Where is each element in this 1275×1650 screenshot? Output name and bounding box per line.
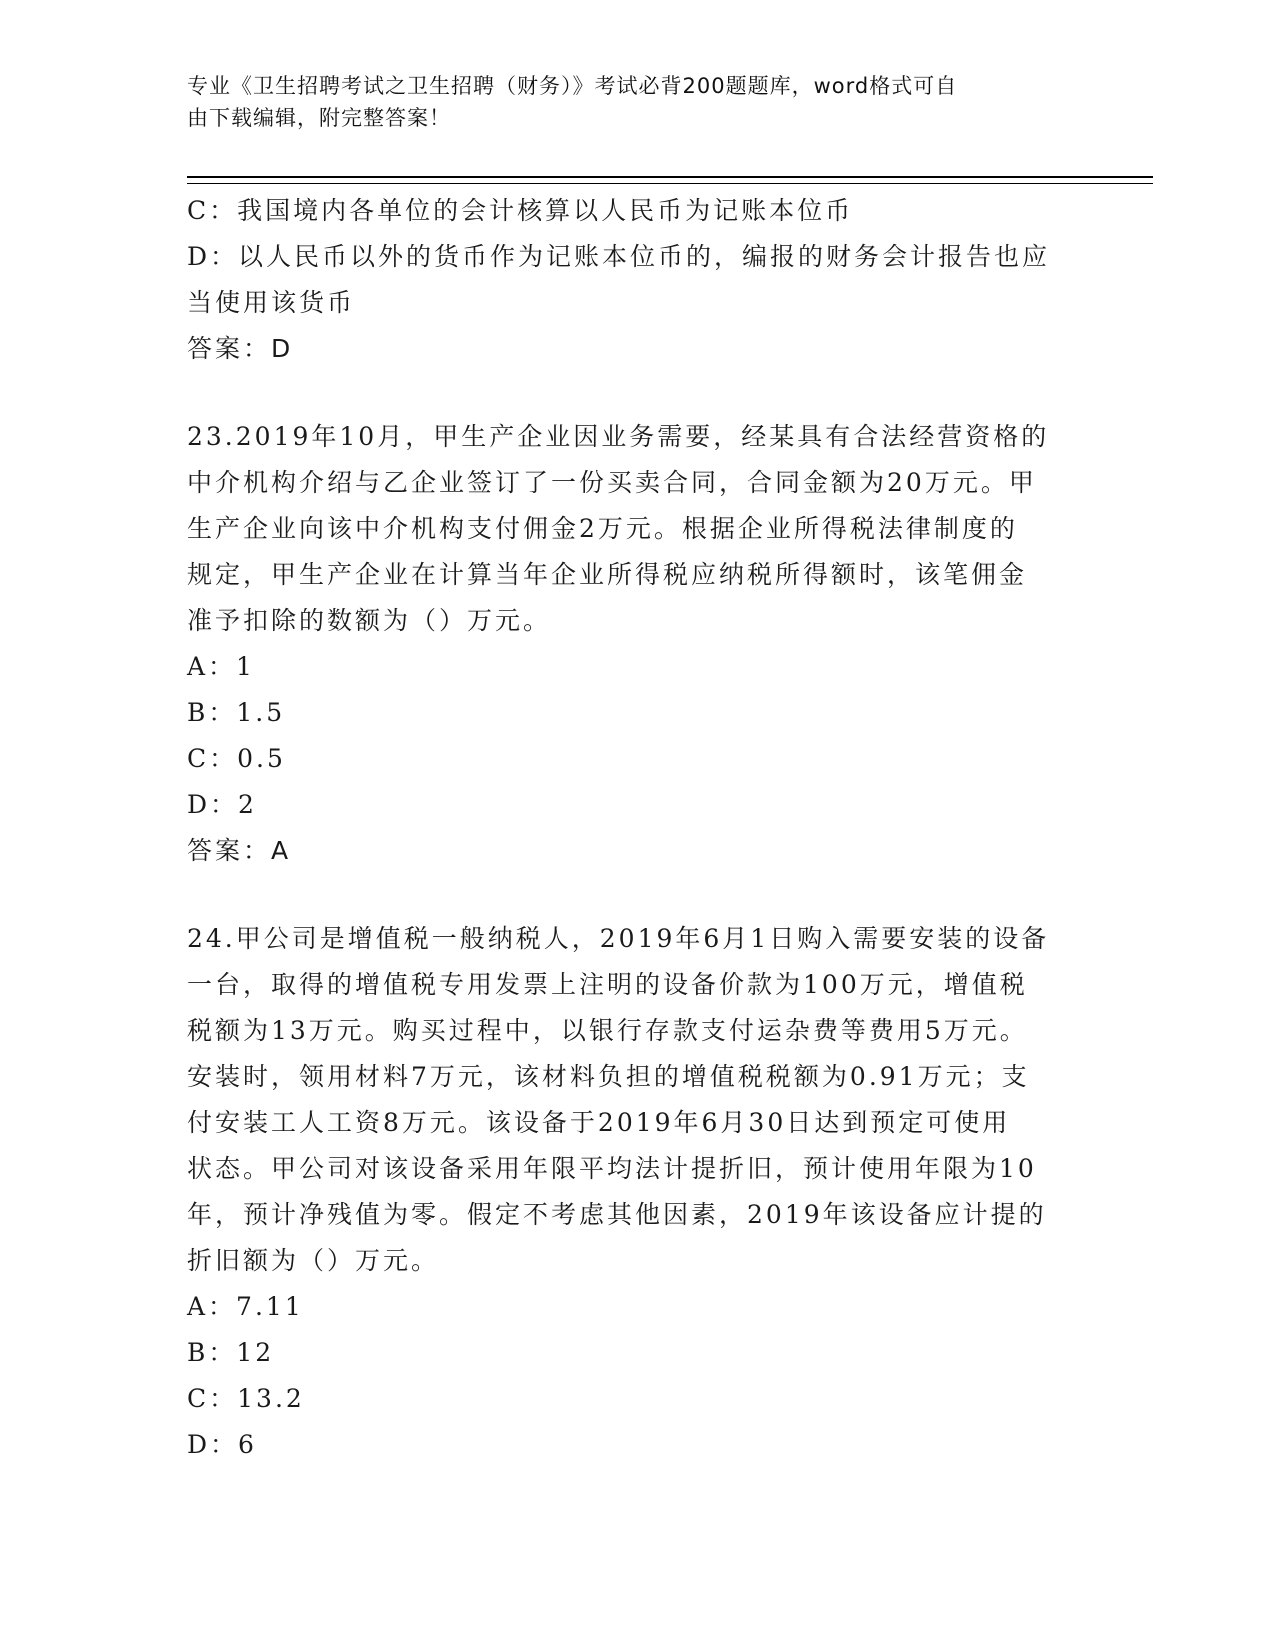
- document-body: [187, 188, 1067, 1468]
- option-d: D：6: [187, 1430, 257, 1459]
- answer-line: 答案：A: [187, 836, 292, 865]
- question-stem-line: 生产企业向该中介机构支付佣金2万元。根据企业所得税法律制度的: [187, 514, 1018, 543]
- question-stem-line: 中介机构介绍与乙企业签订了一份买卖合同，合同金额为20万元。甲: [187, 468, 1037, 497]
- question-stem-line: 折旧额为（）万元。: [187, 1246, 440, 1275]
- option-c: C：0.5: [187, 744, 286, 773]
- question-23: [187, 414, 1067, 874]
- question-stem-line: 税额为13万元。购买过程中，以银行存款支付运杂费等费用5万元。: [187, 1016, 1028, 1045]
- question-stem-line: 24.甲公司是增值税一般纳税人，2019年6月1日购入需要安装的设备: [187, 924, 1050, 953]
- option-c: C：13.2: [187, 1384, 305, 1413]
- question-stem-line: 付安装工人工资8万元。该设备于2019年6月30日达到预定可使用: [187, 1108, 1011, 1137]
- option-d-line-1: D：以人民币以外的货币作为记账本位币的，编报的财务会计报告也应: [187, 242, 1051, 271]
- option-c: C：我国境内各单位的会计核算以人民币为记账本位币: [187, 196, 854, 225]
- header-title-line-1: 专业《卫生招聘考试之卫生招聘（财务）》考试必背200题题库，word格式可自: [187, 74, 958, 98]
- question-stem-line: 规定，甲生产企业在计算当年企业所得税应纳税所得额时，该笔佣金: [187, 560, 1028, 589]
- question-stem-line: 年，预计净残值为零。假定不考虑其他因素，2019年该设备应计提的: [187, 1200, 1047, 1229]
- option-d: D：2: [187, 790, 257, 819]
- question-stem-line: 状态。甲公司对该设备采用年限平均法计提折旧，预计使用年限为10: [187, 1154, 1037, 1183]
- question-stem-line: 安装时，领用材料7万元，该材料负担的增值税税额为0.91万元；支: [187, 1062, 1030, 1091]
- option-d-line-2: 当使用该货币: [187, 288, 356, 317]
- option-a: A：7.11: [187, 1292, 304, 1321]
- header-divider-thick: [187, 176, 1153, 178]
- question-stem-line: 23.2019年10月，甲生产企业因业务需要，经某具有合法经营资格的: [187, 422, 1050, 451]
- question-stem-line: 一台，取得的增值税专用发票上注明的设备价款为100万元，增值税: [187, 970, 1028, 999]
- question-stem-line: 准予扣除的数额为（）万元。: [187, 606, 552, 635]
- header-title-line-2: 由下载编辑，附完整答案！: [187, 106, 451, 130]
- answer-line: 答案：D: [187, 334, 294, 363]
- option-b: B：12: [187, 1338, 275, 1367]
- spacer: [187, 372, 1067, 414]
- document-header: [187, 70, 1067, 134]
- option-a: A：1: [187, 652, 255, 681]
- header-divider-thin: [187, 183, 1153, 184]
- spacer: [187, 874, 1067, 916]
- question-24: [187, 916, 1067, 1468]
- question-22-continuation: [187, 188, 1067, 372]
- option-b: B：1.5: [187, 698, 286, 727]
